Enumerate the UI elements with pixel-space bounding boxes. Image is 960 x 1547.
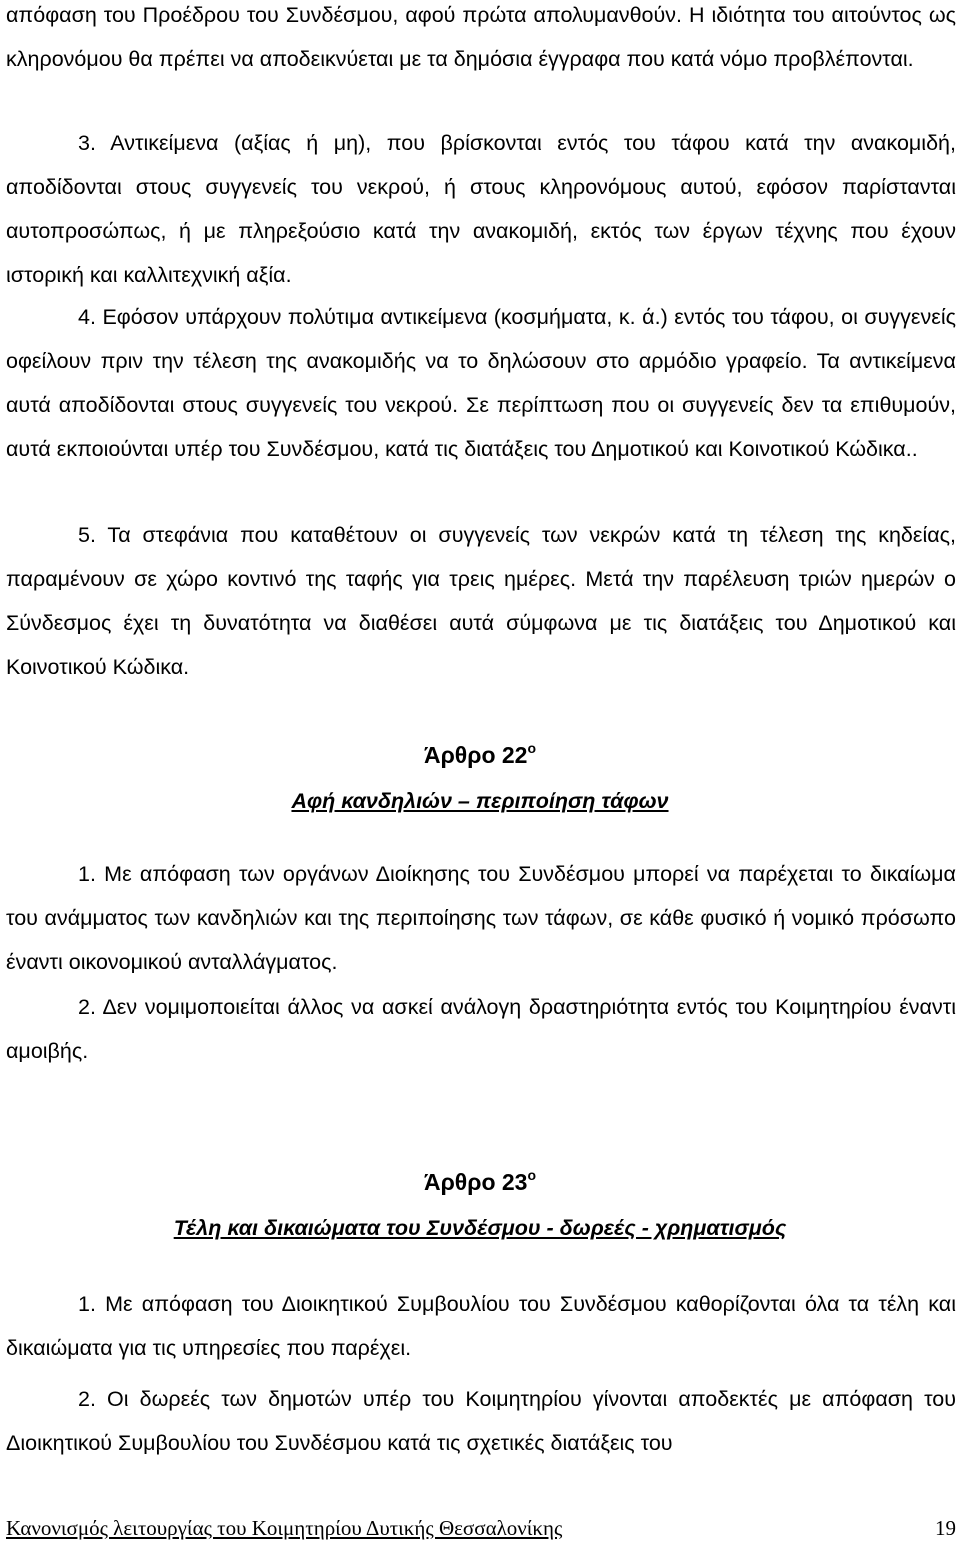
article-22-title: Αφή κανδηλιών – περιποίηση τάφων <box>291 789 669 813</box>
footer-document-title: Κανονισμός λειτουργίας του Κοιμητηρίου Δυτικής Θεσσαλονίκης <box>6 1516 563 1540</box>
article-23-paragraph-1: 1. Με απόφαση του Διοικητικού Συμβουλίου του Συνδέσμου καθορίζονται όλα τα τέλη και δικαιώματα για τις υπηρεσίες που παρέχει. <box>6 1292 956 1360</box>
article-23-heading <box>0 1167 960 1196</box>
article-23-heading-sup: ο <box>527 1167 537 1183</box>
paragraph-4: 4. Εφόσον υπάρχουν πολύτιμα αντικείμενα (κοσμήματα, κ. ά.) εντός του τάφου, οι συγγενείς οφείλουν πριν την τέλεση της ανακομιδής να το δηλώσουν στο αρμόδιο γραφείο. Τα αντικείμενα αυτά αποδίδονται στους συγγενείς του νεκρού. Σε περίπτωση που οι συγγενείς δεν τα επιθυμούν, αυτά εκποιούνται υπέρ του Συνδέσμου, κατά τις διατάξεις του Δημοτικού και Κοινοτικού Κώδικα.. <box>6 305 956 461</box>
article-23-paragraph-2: 2. Οι δωρεές των δημοτών υπέρ του Κοιμητηρίου γίνονται αποδεκτές με απόφαση του Διοικητικού Συμβουλίου του Συνδέσμου κατά τις σχετικές διατάξεις του <box>6 1387 956 1455</box>
article-22-heading-text: Άρθρο 22 <box>423 742 528 768</box>
article-22-heading <box>0 740 960 769</box>
paragraph-5: 5. Τα στεφάνια που καταθέτουν οι συγγενείς των νεκρών κατά τη τέλεση της κηδείας, παραμένουν σε χώρο κοντινό της ταφής για τρεις ημέρες. Μετά την παρέλευση τριών ημερών ο Σύνδεσμος έχει τη δυνατότητα να διαθέσει αυτά σύμφωνα με τις διατάξεις του Δημοτικού και Κοινοτικού Κώδικα. <box>6 523 956 679</box>
article-22-paragraph-2: 2. Δεν νομιμοποιείται άλλος να ασκεί ανάλογη δραστηριότητα εντός του Κοιμητηρίου έναντι αμοιβής. <box>6 995 956 1063</box>
page-footer <box>6 1516 956 1546</box>
footer-page-number: 19 <box>935 1516 956 1540</box>
article-23-heading-text: Άρθρο 23 <box>423 1169 528 1195</box>
paragraph-continuation: απόφαση του Προέδρου του Συνδέσμου, αφού πρώτα απολυμανθούν. Η ιδιότητα του αιτούντος ως κληρονόμου θα πρέπει να αποδεικνύεται με τα δημόσια έγγραφα που κατά νόμο προβλέπονται. <box>6 3 956 71</box>
paragraph-3: 3. Αντικείμενα (αξίας ή μη), που βρίσκονται εντός του τάφου κατά την ανακομιδή, αποδίδονται στους συγγενείς του νεκρού, ή στους κληρονόμους αυτού, εφόσον παρίστανται αυτοπροσώπως, ή με πληρεξούσιο κατά την ανακομιδή, εκτός των έργων τέχνης που έχουν ιστορική και καλλιτεχνική αξία. <box>6 131 956 287</box>
article-22-paragraph-1: 1. Με απόφαση των οργάνων Διοίκησης του Συνδέσμου μπορεί να παρέχεται το δικαίωμα του ανάμματος των κανδηλιών και της περιποίησης των τάφων, σε κάθε φυσικό ή νομικό πρόσωπο έναντι οικονομικού ανταλλάγματος. <box>6 862 956 974</box>
article-22-heading-sup: ο <box>527 740 537 756</box>
article-23-title: Τέλη και δικαιώματα του Συνδέσμου - δωρεές - χρηματισμός <box>173 1216 787 1240</box>
